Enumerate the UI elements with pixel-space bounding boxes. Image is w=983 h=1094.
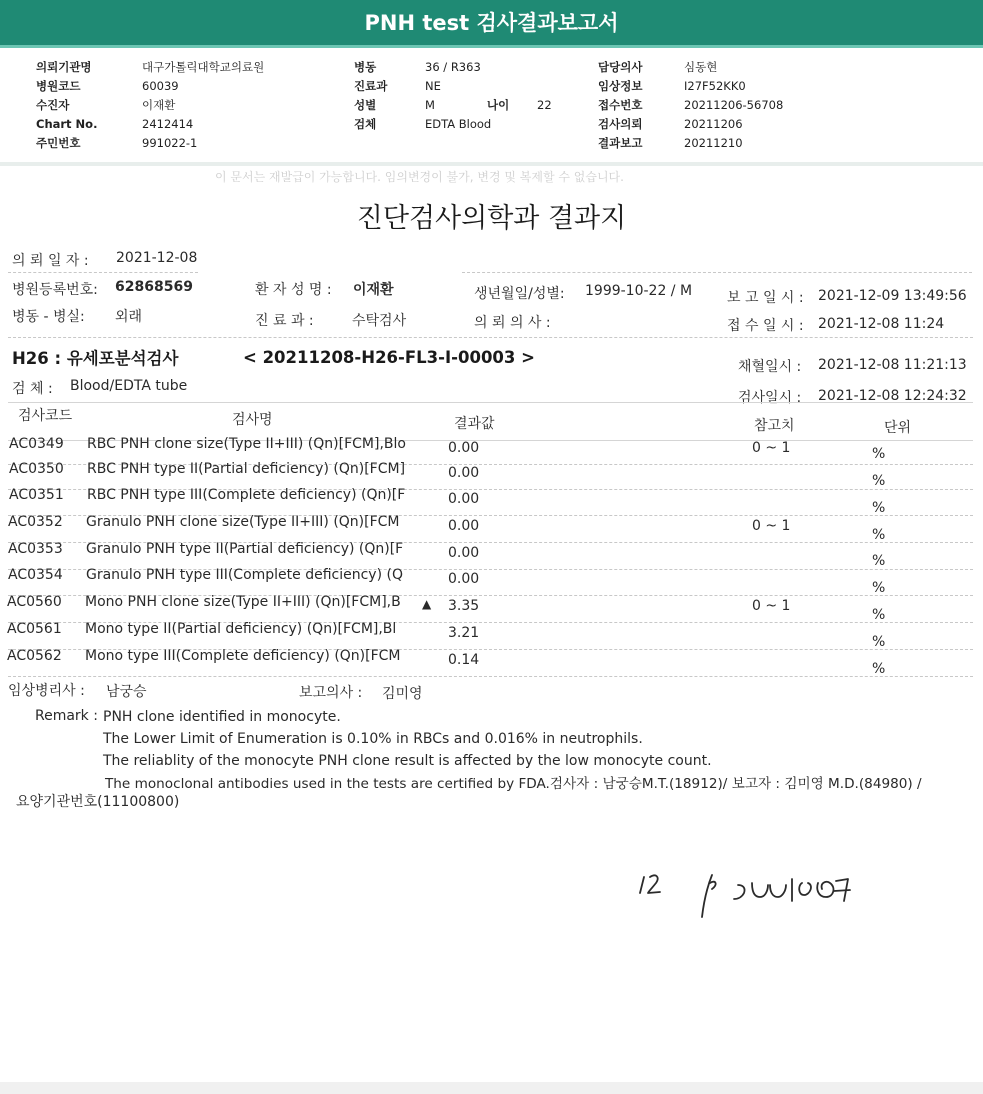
test-code: AC0561 — [7, 621, 62, 637]
header-code: 검사코드 — [18, 408, 73, 424]
info-label: 성별 — [354, 98, 377, 112]
reference-range: 0 ~ 1 — [752, 518, 791, 534]
row-separator — [8, 337, 973, 338]
receipt-date: 2021-12-08 11:24 — [818, 316, 945, 332]
report-date-label: 보 고 일 시 : — [727, 290, 804, 306]
test-id: < 20211208-H26-FL3-I-00003 > — [243, 348, 535, 367]
info-label: 검체 — [354, 117, 377, 131]
result-value: 3.21 — [448, 625, 480, 641]
info-label: 담당의사 — [598, 60, 643, 74]
info-value: I27F52KK0 — [684, 79, 746, 93]
remark-line: The monoclonal antibodies used in the tests are certified by FDA.검사자 : 남궁승M.T.(18912)/ 보고자 : 김미영 M.D.(84980) / — [105, 776, 922, 792]
test-name: Mono PNH clone size(Type II+III) (Qn)[FCM],B — [85, 594, 401, 610]
header-ref: 참고치 — [754, 418, 795, 434]
unit: % — [872, 527, 886, 543]
collect-date-label: 채혈일시 : — [738, 359, 802, 375]
info-column-3 — [598, 58, 784, 153]
section-divider — [0, 162, 983, 166]
collect-date: 2021-12-08 11:21:13 — [818, 357, 967, 373]
info-label: 병동 — [354, 60, 377, 74]
patient-name-label: 환 자 성 명 : — [255, 282, 332, 298]
reference-range: 0 ~ 1 — [752, 598, 791, 614]
test-name: Granulo PNH type III(Complete deficiency) (Q — [86, 567, 403, 583]
age-value: 22 — [537, 98, 552, 112]
unit: % — [872, 500, 886, 516]
result-value: 0.00 — [448, 491, 480, 507]
header-unit: 단위 — [884, 420, 912, 436]
info-row — [354, 96, 552, 115]
info-label: 의뢰기관명 — [36, 60, 92, 74]
remark-line: PNH clone identified in monocyte. — [103, 709, 341, 725]
report-title: PNH test 검사결과보고서 — [364, 10, 619, 35]
test-code: AC0351 — [9, 487, 64, 503]
row-separator — [8, 272, 198, 273]
test-code: AC0349 — [9, 436, 64, 452]
result-value: 0.14 — [448, 652, 480, 668]
unit: % — [872, 607, 886, 623]
reference-range: 0 ~ 1 — [752, 440, 791, 456]
remark-label: Remark : — [35, 708, 98, 724]
unit: % — [872, 553, 886, 569]
info-row — [598, 96, 784, 115]
info-label: 접수번호 — [598, 98, 643, 112]
test-name: Granulo PNH clone size(Type II+III) (Qn)[FCM — [86, 514, 400, 530]
info-value: 2412414 — [142, 117, 194, 131]
header-result: 결과값 — [454, 416, 495, 432]
row-separator — [462, 272, 972, 273]
document-title: 진단검사의학과 결과지 — [356, 203, 627, 234]
info-label: 임상정보 — [598, 79, 643, 93]
info-label: 검사의뢰 — [598, 117, 643, 131]
info-row — [36, 77, 179, 96]
info-row — [36, 96, 176, 115]
specimen: Blood/EDTA tube — [70, 378, 188, 394]
info-value: 36 / R363 — [425, 60, 481, 74]
receipt-date-label: 접 수 일 시 : — [727, 318, 804, 334]
info-row — [598, 115, 743, 134]
result-value: 0.00 — [448, 571, 480, 587]
doctor-label: 의 뢰 의 사 : — [474, 315, 551, 331]
info-value: 991022-1 — [142, 136, 198, 150]
result-value: 0.00 — [448, 545, 480, 561]
birth-label: 생년월일/성별: — [474, 286, 565, 302]
result-value: 3.35 — [448, 598, 480, 614]
info-label: 결과보고 — [598, 136, 643, 150]
info-value: 20211206-56708 — [684, 98, 784, 112]
remark-line: The reliablity of the monocyte PNH clone result is affected by the low monocyte count. — [103, 753, 712, 769]
test-name: Granulo PNH type II(Partial deficiency) (Qn)[F — [86, 541, 404, 557]
header-name: 검사명 — [232, 412, 273, 428]
test-name: RBC PNH type III(Complete deficiency) (Qn)[F — [87, 487, 406, 503]
faded-notice: 이 문서는 재발급이 가능합니다. 임의변경이 불가, 변경 및 복제할 수 없습니다. — [215, 170, 624, 184]
test-code: AC0562 — [7, 648, 62, 664]
dept-label: 진 료 과 : — [255, 313, 314, 329]
result-value: 0.00 — [448, 518, 480, 534]
test-name: Mono type III(Complete deficiency) (Qn)[FCM — [85, 648, 401, 664]
specimen-label: 검 체 : — [12, 381, 53, 397]
info-column-1 — [36, 58, 265, 153]
result-value: 0.00 — [448, 440, 480, 456]
tech-label: 임상병리사 : — [8, 683, 85, 699]
test-code: AC0352 — [8, 514, 63, 530]
info-row — [354, 115, 492, 134]
ward-label: 병동 - 병실: — [12, 309, 85, 325]
info-label: 진료과 — [354, 79, 388, 93]
info-value: 20211210 — [684, 136, 743, 150]
test-date: 2021-12-08 12:24:32 — [818, 388, 967, 404]
info-value: 이재환 — [142, 98, 176, 112]
info-row — [354, 77, 441, 96]
info-column-2 — [354, 58, 552, 134]
test-code: AC0353 — [8, 541, 63, 557]
report-date: 2021-12-09 13:49:56 — [818, 288, 967, 304]
age-label: 나이 — [487, 98, 510, 112]
info-row — [598, 58, 718, 77]
unit: % — [872, 446, 886, 462]
handwritten-signature — [630, 855, 900, 935]
test-name: RBC PNH clone size(Type II+III) (Qn)[FCM],Blo — [87, 436, 406, 452]
test-name: RBC PNH type II(Partial deficiency) (Qn)[FCM] — [87, 461, 406, 477]
test-code: AC0350 — [9, 461, 64, 477]
request-date: 2021-12-08 — [116, 250, 198, 266]
test-name: Mono type II(Partial deficiency) (Qn)[FCM],Bl — [85, 621, 397, 637]
info-row — [36, 115, 194, 134]
dept: 수탁검사 — [352, 313, 407, 329]
test-group: H26 : 유세포분석검사 — [12, 349, 179, 368]
abnormal-flag-icon: ▲ — [422, 597, 432, 611]
info-label: 주민번호 — [36, 136, 81, 150]
info-value: 60039 — [142, 79, 179, 93]
tech-name: 남궁승 — [106, 684, 147, 700]
page-footer-bar — [0, 1082, 983, 1094]
info-row — [36, 58, 265, 77]
row-separator — [8, 402, 973, 403]
reporter-name: 김미영 — [382, 686, 423, 702]
remark-line: The Lower Limit of Enumeration is 0.10% in RBCs and 0.016% in neutrophils. — [103, 731, 643, 747]
test-code: AC0354 — [8, 567, 63, 583]
info-row — [598, 134, 743, 153]
info-row — [36, 134, 198, 153]
info-value: NE — [425, 79, 441, 93]
birth: 1999-10-22 / M — [585, 283, 693, 299]
info-label: Chart No. — [36, 117, 98, 131]
info-value: 대구가톨릭대학교의료원 — [142, 60, 265, 74]
report-banner — [0, 0, 983, 48]
test-code: AC0560 — [7, 594, 62, 610]
info-label: 수진자 — [36, 98, 70, 112]
request-date-label: 의 뢰 일 자 : — [12, 253, 89, 269]
result-value: 0.00 — [448, 465, 480, 481]
unit: % — [872, 634, 886, 650]
info-value: EDTA Blood — [425, 117, 492, 131]
row-separator — [8, 676, 973, 677]
patient-name: 이재환 — [353, 282, 394, 298]
info-row — [598, 77, 746, 96]
reg-no-label: 병원등록번호: — [12, 282, 98, 298]
info-value: 20211206 — [684, 117, 743, 131]
test-date-label: 검사일시 : — [738, 390, 802, 406]
info-value: 심동현 — [684, 60, 718, 74]
unit: % — [872, 580, 886, 596]
info-value: M — [425, 98, 435, 112]
reg-no: 62868569 — [115, 279, 193, 295]
reporter-label: 보고의사 : — [299, 685, 363, 701]
unit: % — [872, 661, 886, 677]
unit: % — [872, 473, 886, 489]
ward: 외래 — [115, 309, 143, 325]
remark-line: 요양기관번호(11100800) — [16, 794, 180, 810]
info-label: 병원코드 — [36, 79, 81, 93]
info-row — [354, 58, 481, 77]
